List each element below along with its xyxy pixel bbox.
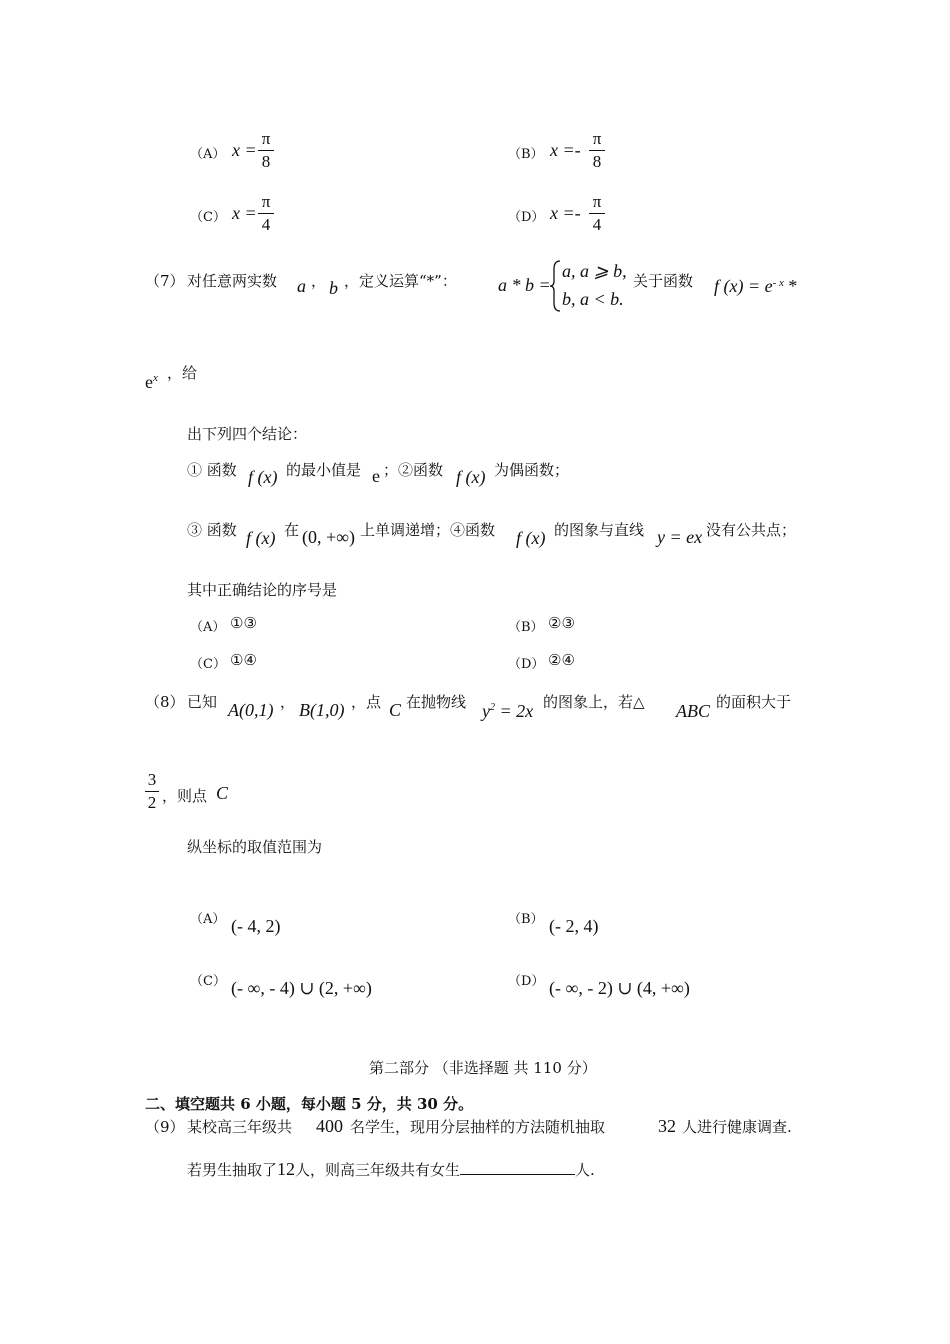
func-def-base: f (x) = e (714, 276, 773, 296)
q6-option-a-fraction (258, 128, 274, 173)
func-def-star: * (783, 276, 798, 296)
q7-c3-interval: (0, +∞) (302, 527, 355, 547)
q8-text-5: 的面积大于 (716, 693, 792, 711)
q7-option-a: ①③ (230, 614, 257, 632)
q6-option-a-label: （A） (190, 147, 226, 162)
parabola-y: y (482, 701, 490, 721)
q7-c3-pre: ③ 函数 (187, 521, 237, 539)
q7-text-1: 对任意两实数 (187, 272, 278, 290)
q7-func-def (714, 276, 797, 297)
q6-option-c-lhs: x = (232, 203, 257, 223)
q7-option-a-label: （A） (190, 620, 226, 635)
q6-option-d-fraction (589, 191, 605, 236)
numerator: π (592, 192, 602, 211)
numerator: π (592, 129, 602, 148)
q7-text-2: ，定义运算“*”： (344, 272, 457, 290)
denominator: 4 (592, 215, 602, 234)
q7-cont-text: ，给 (167, 364, 198, 382)
q8-option-c-label: （C） (190, 974, 226, 989)
q9-total-students: 400 (316, 1116, 343, 1136)
q8-triangle: ABC (676, 701, 710, 721)
q7-ask: 其中正确结论的序号是 (187, 581, 338, 599)
q6-option-d-label: （D） (508, 210, 545, 225)
func-def-exponent: - x (772, 277, 784, 289)
q8-text-6: ，则点 (162, 787, 208, 805)
q7-c1-pre: ① 函数 (187, 461, 237, 479)
q9-line-2 (187, 1159, 595, 1180)
q7-case-2: b, a < b. (562, 289, 624, 309)
q6-option-a-lhs: x = (232, 140, 257, 160)
numerator: π (261, 192, 271, 211)
q8-option-b-label: （B） (508, 912, 544, 927)
q8-text-3: 在抛物线 (406, 693, 467, 711)
q8-fraction-three-halves (145, 769, 159, 814)
q9-sample-size: 32 (658, 1116, 676, 1136)
q7-c4-post: 没有公共点； (706, 521, 797, 539)
q7-c1-post: ；②函数 (383, 461, 444, 479)
q6-option-b-label: （B） (508, 147, 544, 162)
answer-blank[interactable] (460, 1160, 575, 1175)
q7-case-1: a, a ⩾ b, (562, 261, 627, 281)
q6-option-c-label: （C） (190, 210, 226, 225)
q8-text-7: 纵坐标的取值范围为 (187, 838, 323, 856)
q7-c4-line: y = ex (657, 527, 703, 547)
q7-var-b: b (329, 278, 338, 298)
denominator: 2 (147, 793, 157, 812)
q8-text-4: 的图象上，若△ (543, 693, 645, 711)
q7-continued-ex (145, 372, 158, 393)
q7-text-3: 关于函数 (633, 272, 694, 290)
q7-c2-post: 为偶函数； (494, 461, 570, 479)
q8-option-d-label: （D） (508, 974, 545, 989)
parabola-rhs: = 2x (495, 701, 534, 721)
denominator: 8 (592, 152, 602, 171)
part-two-heading: 第二部分 （非选择题 共 110 分） (369, 1059, 597, 1077)
q8-point-c: C (389, 700, 402, 720)
q6-option-d-lhs: x =- (550, 203, 581, 223)
q7-c4-mid: 的图象与直线 (554, 521, 645, 539)
q9-number: （9） (145, 1118, 185, 1136)
q9-text-5: 人，则高三年级共有女生 (295, 1161, 461, 1179)
q9-text-2: 名学生，现用分层抽样的方法随机抽取 (350, 1118, 606, 1136)
left-brace-icon (548, 259, 562, 313)
cont-exponent: x (153, 372, 158, 384)
q7-option-d-label: （D） (508, 657, 545, 672)
q8-point-a: A(0,1) (228, 700, 274, 720)
q8-option-a: (- 4, 2) (231, 916, 281, 936)
q8-sep-1: ， (280, 693, 296, 711)
q7-option-d: ②④ (548, 651, 575, 669)
q7-option-c-label: （C） (190, 657, 226, 672)
q8-option-c: (- ∞, - 4) ∪ (2, +∞) (231, 978, 372, 998)
parabola-exponent: 2 (490, 702, 495, 713)
q8-text-2: ，点 (351, 693, 382, 711)
q7-number: （7） (145, 272, 185, 290)
q8-point-b: B(1,0) (299, 700, 345, 720)
q8-option-b: (- 2, 4) (549, 916, 599, 936)
q8-parabola (482, 701, 533, 722)
q7-var-a: a (297, 276, 306, 296)
cont-base: e (145, 372, 153, 392)
numerator: π (261, 129, 271, 148)
denominator: 8 (261, 152, 271, 171)
q6-option-b-lhs: x =- (550, 140, 581, 160)
fill-in-section-heading: 二、填空题共 6 小题，每小题 5 分，共 30 分。 (145, 1095, 474, 1113)
q8-number: （8） (145, 693, 185, 711)
q9-text-6: 人. (575, 1161, 595, 1179)
q8-text-c: C (216, 783, 229, 803)
q9-text-4: 若男生抽取了 (187, 1161, 278, 1179)
q7-op-expr: a * b = (498, 275, 551, 295)
q7-c3-fx: f (x) (246, 528, 276, 548)
q9-text-1: 某校高三年级共 (187, 1118, 293, 1136)
q7-c1-mid: 的最小值是 (286, 461, 362, 479)
q8-option-a-label: （A） (190, 912, 226, 927)
q7-option-c: ①④ (230, 651, 257, 669)
q8-option-d: (- ∞, - 2) ∪ (4, +∞) (549, 978, 690, 998)
q6-option-b-fraction (589, 128, 605, 173)
q7-option-b-label: （B） (508, 620, 544, 635)
q7-sep-1: ， (311, 272, 327, 290)
q7-c2-fx: f (x) (456, 467, 486, 487)
q7-c3-post: 上单调递增；④函数 (360, 521, 496, 539)
q7-option-b: ②③ (548, 614, 575, 632)
q7-c3-in: 在 (284, 521, 300, 539)
q8-text-1: 已知 (187, 693, 218, 711)
q7-c4-fx: f (x) (516, 528, 546, 548)
q7-line-3: 出下列四个结论： (187, 425, 308, 443)
q9-text-3: 人进行健康调查. (682, 1118, 792, 1136)
q9-boys-count: 12 (277, 1159, 296, 1179)
denominator: 4 (261, 215, 271, 234)
numerator: 3 (147, 770, 157, 789)
q7-c1-fx: f (x) (248, 467, 278, 487)
q7-c1-e: e (372, 466, 380, 486)
q6-option-c-fraction (258, 191, 274, 236)
